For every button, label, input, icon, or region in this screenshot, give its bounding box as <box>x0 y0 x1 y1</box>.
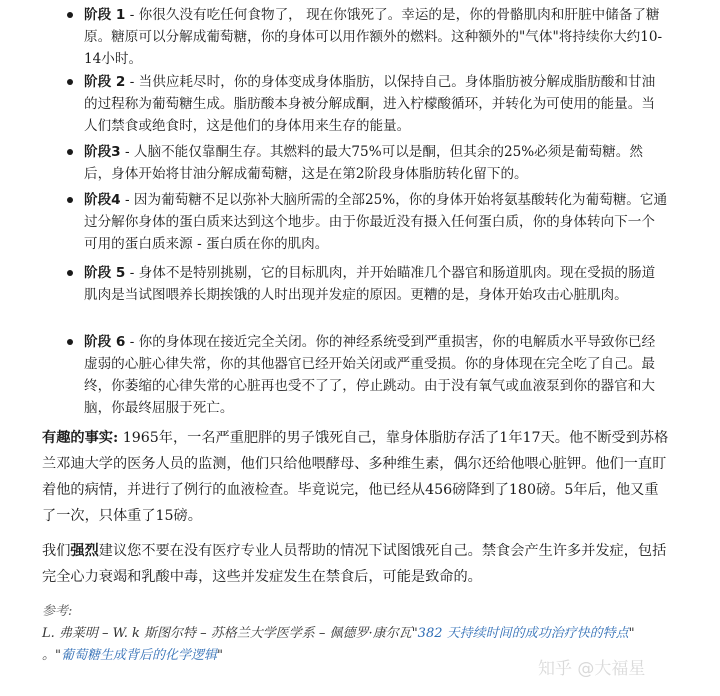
bullet <box>67 12 73 18</box>
stage-item-6 <box>84 331 668 419</box>
stage-item-1 <box>84 4 668 70</box>
stage-name: 阶段 1 <box>84 7 126 23</box>
bullet <box>67 149 73 155</box>
stage-name: 阶段 2 <box>84 74 126 90</box>
stage-text: - 当供应耗尽时，你的身体变成身体脂肪，以保持自己。身体脂肪被分解成脂肪酸和甘油的过程称为葡萄糖生成。脂肪酸本身被分解成酮，进入柠檬酸循环，并转化为可使用的能量。当人们禁食或绝食时，这是他们的身体用来生存的能量。 <box>84 74 656 134</box>
reference-1 <box>42 623 682 645</box>
stage-name: 阶段3 <box>84 144 121 160</box>
stage-name: 阶段 6 <box>84 334 126 350</box>
stage-text: - 身体不是特别挑剔，它的目标肌肉，并开始瞄准几个器官和肠道肌肉。现在受损的肠道肌肉是当试图喂养长期挨饿的人时出现并发症的原因。更糟的是，身体开始攻击心脏肌肉。 <box>84 265 656 303</box>
stage-name: 阶段4 <box>84 192 121 208</box>
watermark: 知乎 @大福星 <box>538 659 646 679</box>
stage-item-2 <box>84 71 668 137</box>
fun-fact-label: 有趣的事实: <box>42 430 119 446</box>
reference-2-prefix: 。" <box>42 648 61 663</box>
stage-text: - 人脑不能仅靠酮生存。其燃料的最大75%可以是酮，但其余的25%必须是葡萄糖。然后，身体开始将甘油分解成葡萄糖，这是在第2阶段身体脂肪转化留下的。 <box>84 144 643 182</box>
stage-text: - 你的身体现在接近完全关闭。你的神经系统受到严重损害，你的电解质水平导致你已经虚弱的心脏心律失常，你的其他器官已经开始关闭或严重受损。你的身体现在完全吃了自己。最终，你萎缩的心律失常的心脏再也受不了了，停止跳动。由于没有氧气或血液泵到你的器官和大脑，你最终屈服于死亡。 <box>84 334 656 416</box>
stage-text: - 因为葡萄糖不足以弥补大脑所需的全部25%，你的身体开始将氨基酸转化为葡萄糖。它通过分解你身体的蛋白质来达到这个地步。由于你最近没有摄入任何蛋白质，你的身体转向下一个可用的蛋白质来源 - 蛋白质在你的肌肉。 <box>84 192 668 252</box>
advice-after: 建议您不要在没有医疗专业人员帮助的情况下试图饿死自己。禁食会产生许多并发症，包括完全心力衰竭和乳酸中毒，这些并发症发生在禁食后，可能是致命的。 <box>42 543 667 585</box>
reference-1-end: " <box>628 626 635 641</box>
stage-text: - 你很久没有吃任何食物了， 现在你饿死了。幸运的是，你的骨骼肌肉和肝脏中储备了糖原。糖原可以分解成葡萄糖，你的身体可以用作额外的燃料。这种额外的"气体"将持续你大约10-14小时。 <box>84 7 663 67</box>
fun-fact-paragraph <box>42 425 672 529</box>
stage-item-5 <box>84 262 668 306</box>
references-title: 参考: <box>42 604 73 619</box>
reference-2-link[interactable]: 葡萄糖生成背后的化学逻辑 <box>60 648 217 663</box>
bullet <box>67 197 73 203</box>
bullet <box>67 339 73 345</box>
stage-name: 阶段 5 <box>84 265 126 281</box>
stage-item-4 <box>84 189 668 255</box>
stage-item-3 <box>84 141 668 185</box>
advice-emphasis: 强烈 <box>70 543 99 559</box>
reference-1-authors: L. 弗莱明 – W. k 斯图尔特 – 苏格兰大学医学系 – 佩德罗·康尔瓦" <box>42 626 418 641</box>
advice-paragraph <box>42 538 672 590</box>
bullet <box>67 79 73 85</box>
fun-fact-text: 1965年，一名严重肥胖的男子饿死自己，靠身体脂肪存活了1年17天。他不断受到苏格兰邓迪大学的医务人员的监测，他们只给他喂酵母、多种维生素，偶尔还给他喂心脏钾。他们一直盯着他的病情，并进行了例行的血液检查。毕竟说完，他已经从456磅降到了180磅。5年后，他又重了一次，只体重了15磅。 <box>42 430 669 524</box>
advice-before: 我们 <box>42 543 71 559</box>
bullet <box>67 270 73 276</box>
reference-2-end: " <box>217 648 223 663</box>
reference-1-link[interactable]: 382 天持续时间的成功治疗快的特点 <box>417 626 629 641</box>
